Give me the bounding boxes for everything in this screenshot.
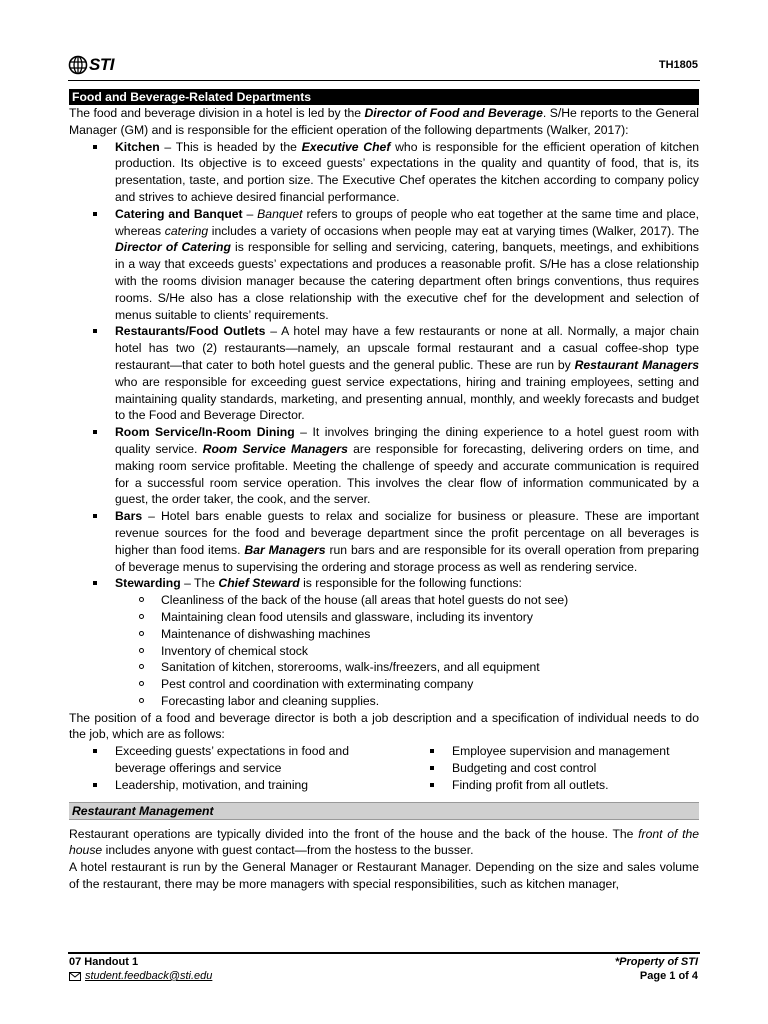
para1-text-2: includes anyone with guest contact—from the hostess to the busser. [102, 843, 474, 858]
feedback-email-link[interactable]: student.feedback@sti.edu [85, 970, 213, 982]
intro-role: Director of Food and Beverage [364, 106, 543, 120]
position-paragraph: The position of a food and beverage director is both a job description and a specification of individual needs to do the job, which are as follows: [69, 710, 699, 742]
needs-list-left [69, 743, 384, 793]
stewarding-function-item: Inventory of chemical stock [161, 643, 699, 660]
section-title-food-beverage: Food and Beverage-Related Departments [69, 89, 699, 105]
department-text: Kitchen [115, 139, 160, 154]
department-item [115, 424, 699, 508]
spacer [69, 794, 699, 802]
stewarding-function-item: Pest control and coordination with exterminating company [161, 676, 699, 693]
need-item: Budgeting and cost control [452, 760, 699, 777]
department-text: Bar Managers [244, 542, 326, 557]
department-item [115, 575, 699, 709]
department-text: Restaurants/Food Outlets [115, 324, 266, 339]
department-text: Bars [115, 509, 143, 524]
intro-text-1: The food and beverage division in a hotel is led by the [69, 106, 365, 120]
department-text: – This is headed by the [159, 139, 302, 154]
department-text: Banquet [257, 206, 303, 221]
department-text: Restaurant Managers [574, 357, 699, 372]
stewarding-function-item: Sanitation of kitchen, storerooms, walk-ins/freezers, and all equipment [161, 659, 699, 676]
page-number: Page 1 of 4 [639, 970, 698, 982]
para1-term: front of the house [69, 826, 700, 858]
department-text: Room Service Managers [202, 441, 348, 456]
stewarding-function-item: Cleanliness of the back of the house (all areas that hotel guests do not see) [161, 592, 699, 609]
department-item [115, 508, 699, 575]
section-title-restaurant-management: Restaurant Management [69, 802, 699, 820]
department-text: are responsible for forecasting, delivering orders on time, and making room service profitable. Meeting the challenge of speedy and accurate communication is required for a successful room service operation. This involves the clear flow of information communicated by a guest, the order taker, the cook, and the server. [115, 441, 699, 507]
department-text: Room Service/In-Room Dining [115, 425, 295, 440]
departments-list [69, 139, 699, 710]
department-text: Executive Chef [301, 139, 391, 154]
intro-text-2: . S/He reports to the General Manager (GM) and is responsible for the efficient operation of the following departments (Walker, 2017): [69, 106, 700, 137]
department-text: catering [164, 223, 209, 238]
department-item [115, 206, 699, 324]
intro-paragraph [69, 105, 699, 139]
need-item: Exceeding guests’ expectations in food and beverage offerings and service [115, 743, 384, 777]
footer-left [69, 955, 212, 983]
restaurant-paragraph-1 [69, 826, 699, 860]
department-text: is responsible for selling and servicing, catering, banquets, meetings, and exhibitions in a way that exceeds guests’ expectations and produces a reasonable profit. S/He has a close relationship with the rooms division manager because the catering department often brings conventions, thus requires rooms. S/He also has a close relationship with the executive chef for the development and selection of menus suitable to clients’ requirements. [115, 240, 699, 322]
department-text: run bars and are responsible for its overall operation from preparing of beverage menus to supervising the ordering and storage process as well as rendering service. [115, 542, 700, 574]
footer-divider [68, 952, 700, 954]
envelope-icon [69, 972, 81, 981]
department-text: – The [180, 576, 219, 591]
department-text: who are responsible for exceeding guest service expectations, hiring and training employees, setting and maintaining quality standards, marketing, and presenting annual, monthly, and weekly forecasts and budget to the Food and Beverage Director. [115, 374, 699, 423]
property-notice: *Property of STI [614, 956, 698, 968]
department-text: – [242, 206, 258, 221]
needs-list-right [384, 743, 699, 793]
department-text: includes a variety of occasions when people may eat at varying times (Walker, 2017). The [208, 223, 700, 238]
department-text: refers to groups of people who eat together at the same time and place, whereas [115, 206, 700, 238]
logo-text: STI [89, 55, 114, 74]
department-text: Chief Steward [218, 576, 300, 591]
department-text: Stewarding [115, 576, 181, 591]
stewarding-function-item: Forecasting labor and cleaning supplies. [161, 693, 699, 710]
document-code: TH1805 [658, 59, 698, 71]
footer-right [615, 955, 698, 983]
stewarding-function-item: Maintenance of dishwashing machines [161, 626, 699, 643]
department-text: Catering and Banquet [115, 206, 243, 221]
needs-columns [69, 743, 699, 793]
department-item [115, 323, 699, 424]
department-text: who is responsible for the efficient operation of kitchen production. Its objective is to exceed guests’ expectations in the quality and quantity of food, that is, its presentation, taste, and portion size. The Executive Chef operates the kitchen according to company policy and strives to achieve desired financial performance. [115, 139, 699, 204]
restaurant-paragraph-2: A hotel restaurant is run by the General Manager or Restaurant Manager. Depending on the size and sales volume of the restaurant, there may be more managers with special responsibilities, such as kitchen manager, [69, 860, 699, 892]
sti-logo [68, 54, 114, 76]
page-header [68, 52, 700, 78]
department-text: – Hotel bars enable guests to relax and socialize for business or pleasure. These are important revenue sources for the food and beverage department since the profit percentage on all beverages is higher than food items. [115, 509, 699, 557]
header-divider [68, 80, 700, 81]
document-body [69, 89, 699, 893]
globe-icon [68, 55, 88, 75]
need-item: Finding profit from all outlets. [452, 777, 699, 794]
stewarding-functions-list [115, 592, 699, 710]
department-text: Director of Catering [115, 240, 231, 255]
department-item [115, 139, 699, 206]
stewarding-function-item: Maintaining clean food utensils and glassware, including its inventory [161, 609, 699, 626]
handout-label: 07 Handout 1 [69, 956, 139, 968]
need-item: Employee supervision and management [452, 743, 699, 760]
department-text: – A hotel may have a few restaurants or none at all. Normally, a major chain hotel has two (2) restaurants—namely, an upscale formal restaurant and a casual coffee-shop type restaurant—that cater to both hotel guests and the general public. These are run by [115, 324, 699, 372]
department-text: – It involves bringing the dining experience to a hotel guest room with quality service. [115, 425, 699, 456]
para1-text-1: Restaurant operations are typically divided into the front of the house and the back of the house. The [69, 826, 639, 841]
need-item: Leadership, motivation, and training [115, 777, 384, 794]
department-text: is responsible for the following functions: [299, 576, 522, 591]
feedback-line [69, 969, 212, 983]
